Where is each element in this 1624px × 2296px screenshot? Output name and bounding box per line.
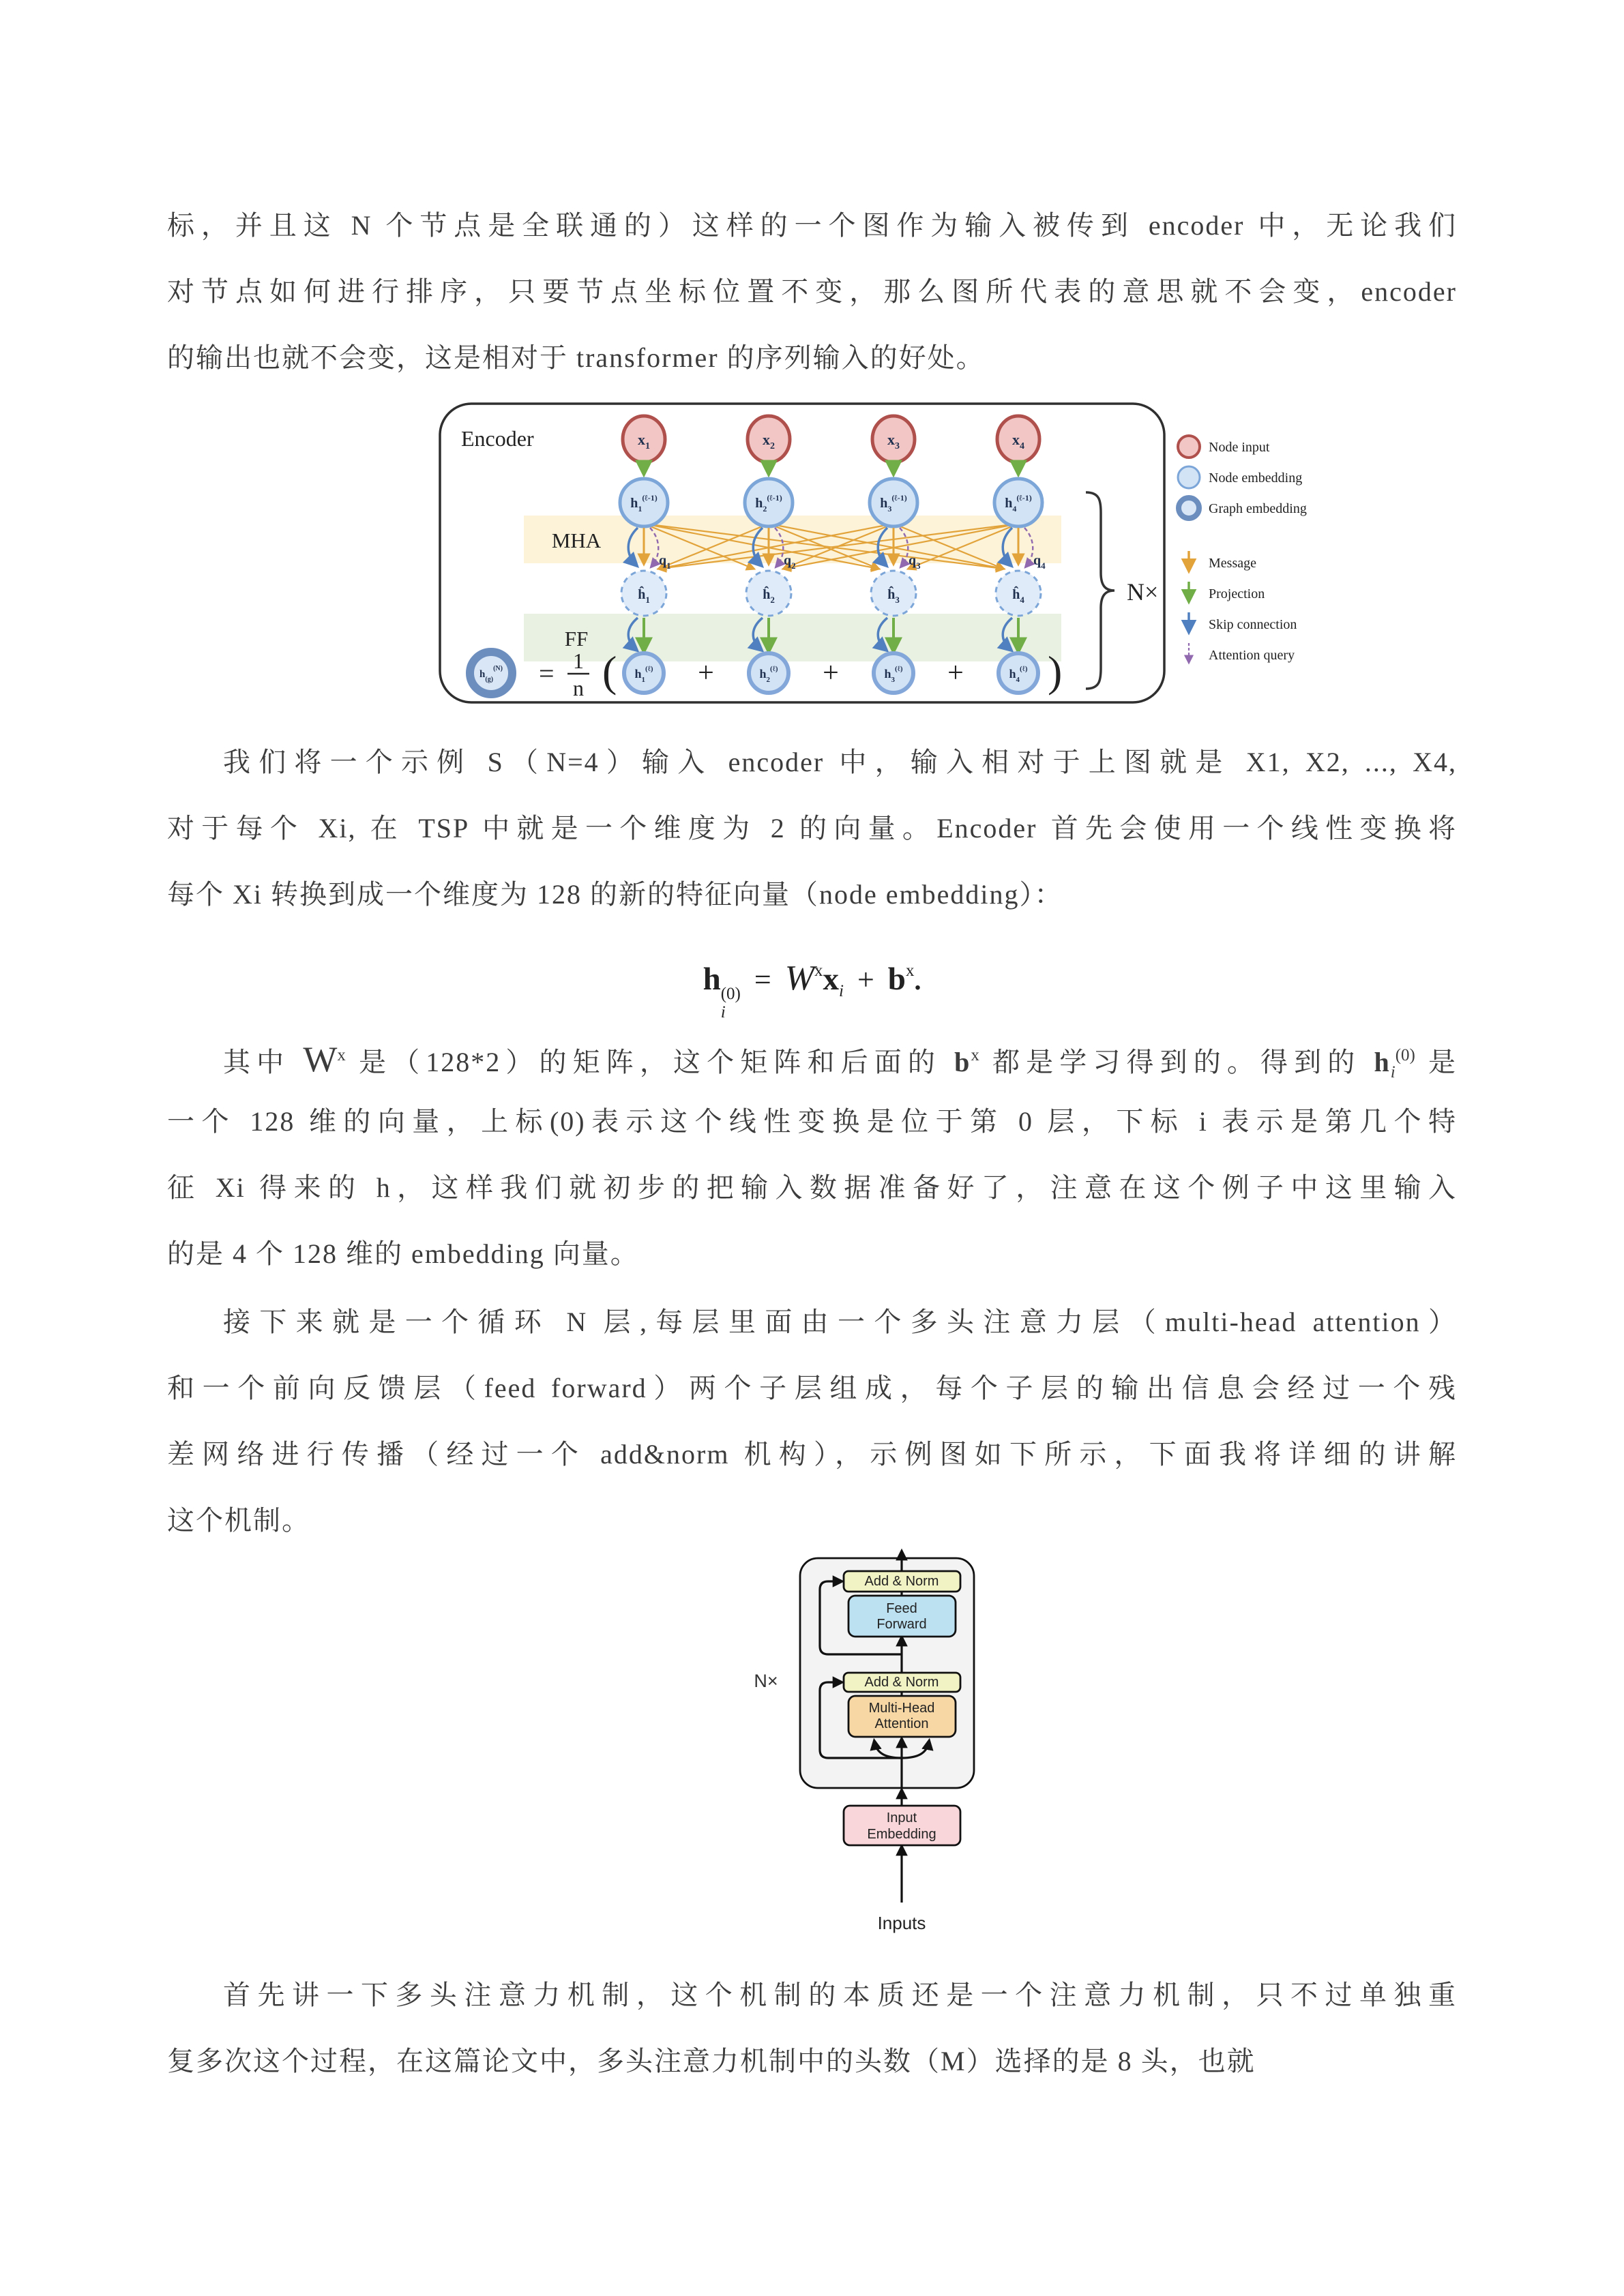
text-line: 每个 Xi 转换到成一个维度为 128 的新的特征向量（node embedding）： [167,879,1063,910]
feed-forward-label-1: Feed [886,1601,917,1616]
math-segment: 其中 [223,1047,304,1077]
input-embedding-label-2: Embedding [867,1827,936,1842]
graph-embedding-node [470,652,512,694]
encoder-figure [437,397,1323,711]
legend-graph-embedding-icon [1179,498,1199,518]
fraction-numerator: 1 [573,648,584,673]
open-paren: ( [602,647,617,696]
text-line [167,1022,1457,1088]
node-label: $x_4$ [1012,431,1024,451]
add-norm-2-label: Add & Norm [864,1675,939,1690]
input-embedding-label-1: Input [886,1810,917,1825]
node-label: $x_2$ [763,431,775,451]
node-label: $q_2$ [784,553,796,571]
node-label: $ĥ_2$ [763,587,775,605]
node-label: $h_3^{(\ell-1)}$ [880,493,907,513]
plus-sign: + [947,657,964,689]
node-label: $h_2^{(\ell-1)}$ [755,493,782,513]
node-label: $h_4^{(\ell)}$ [1009,665,1028,684]
ff-label: FF [564,627,589,651]
legend-label: Message [1209,556,1256,571]
node-embedding-equation [167,936,1457,1022]
math-segment: 是（128*2）的矩阵，这个矩阵和后面的 [345,1047,955,1077]
multi-head-label-2: Attention [874,1716,929,1731]
text-line: 的是 4 个 128 维的 embedding 向量。 [167,1238,639,1269]
feed-forward-label-2: Forward [876,1617,927,1632]
encoder-architecture-diagram [437,397,1323,711]
math-segment: x [971,1046,979,1064]
math-segment: i [1390,1063,1396,1082]
node-label: $h_3^{(\ell)}$ [884,665,903,684]
text-line: 我们将一个示例 S（N=4）输入 encoder 中，输入相对于上图就是 X1, X2, ..., X4, [223,747,1457,777]
node-embedding-3 [870,479,917,526]
close-paren: ) [1048,647,1063,696]
eq-W-sup: x [814,961,823,980]
eq-h-sup: (0) [720,985,741,1003]
text-line: 接下来就是一个循环 N 层,每层里面由一个多头注意力层（multi-head attention） [223,1307,1457,1337]
text-line: 标，并且这 N 个节点是全联通的）这样的一个图作为输入被传到 encoder 中，无论我们 [167,210,1457,241]
text-line: 这个机制。 [167,1505,310,1536]
node-label: $ĥ_3$ [887,587,900,605]
legend-label: Graph embedding [1209,501,1307,516]
node-label: $h_{(g)}^{(N)}$ [479,665,503,683]
legend-node-input-icon [1178,436,1200,458]
encoder-n-times: N× [1127,578,1159,606]
plus-sign: + [823,657,839,689]
text-line: 和一个前向反馈层（feed forward）两个子层组成，每个子层的输出信息会经过一个残 [167,1373,1457,1403]
node-label: $h_2^{(\ell)}$ [759,665,778,684]
plus-sign: + [698,657,714,689]
text-line: 对于每个 Xi, 在 TSP 中就是一个维度为 2 的向量。Encoder 首先会使用一个线性变换将 [167,813,1457,844]
legend-label: Skip connection [1209,617,1297,632]
n-times-label: N× [754,1671,778,1691]
eq-equals: = [754,963,771,996]
node-embedding-4 [994,479,1042,526]
eq-period: . [914,965,921,996]
paragraph-3 [167,1022,1457,1287]
mha-label: MHA [551,528,602,552]
node-output-2 [749,653,788,693]
node-label: $h_4^{(\ell-1)}$ [1005,493,1032,513]
node-output-1 [624,653,664,693]
text-line: 的输出也就不会变，这是相对于 transformer 的序列输入的好处。 [167,342,985,373]
eq-x: x [823,961,840,997]
multi-head-label-1: Multi-Head [868,1701,935,1716]
node-label: $x_3$ [887,431,900,451]
legend-node-embedding-icon [1178,466,1200,488]
eq-h-sub: i [720,1003,726,1022]
text-line: 首先讲一下多头注意力机制，这个机制的本质还是一个注意力机制，只不过单独重 [223,1980,1457,2010]
math-segment: 是 [1415,1047,1458,1077]
legend-label: Attention query [1209,648,1295,663]
node-label: $q_4$ [1033,553,1046,571]
node-output-4 [999,653,1038,693]
node-embedding-1 [620,479,668,526]
text-line: 差网络进行传播（经过一个 add&norm 机构），示例图如下所示，下面我将详细的讲解 [167,1439,1457,1470]
math-segment: (0) [1395,1046,1415,1064]
transformer-figure [716,1547,1023,1943]
node-label: $q_1$ [659,553,671,571]
fraction-denominator: n [573,676,584,700]
text-line: 复多次这个过程，在这篇论文中，多头注意力机制中的头数（M）选择的是 8 头，也就 [167,2046,1256,2076]
math-segment: W [303,1040,338,1079]
text-line: 对节点如何进行排序，只要节点坐标位置不变，那么图所代表的意思就不会变，encoder [167,276,1457,307]
eq-plus: + [857,963,874,996]
paragraph-4 [167,1289,1457,1553]
inputs-label: Inputs [877,1913,926,1933]
node-output-3 [874,653,913,693]
node-label: $ĥ_4$ [1012,587,1024,605]
node-label: $h_1^{(\ell)}$ [634,665,653,684]
paragraph-2 [167,729,1457,927]
legend-label: Node embedding [1209,471,1303,486]
equals-sign: = [539,658,555,689]
legend-label: Node input [1209,440,1270,455]
node-label: $x_1$ [638,431,650,451]
math-segment: h [1374,1047,1391,1077]
eq-h: h [703,961,721,997]
encoder-legend [1178,436,1307,663]
add-norm-1-label: Add & Norm [864,1574,939,1589]
paragraph-1 [167,192,1457,391]
legend-label: Projection [1209,586,1265,601]
transformer-encoder-block-diagram [716,1547,1023,1943]
eq-x-sub: i [839,982,844,1000]
math-segment: b [954,1047,971,1077]
node-embedding-2 [745,479,793,526]
encoder-title: Encoder [461,426,534,451]
eq-b: b [887,961,906,997]
node-label: $ĥ_1$ [638,587,650,605]
text-line: 一个 128 维的向量，上标(0)表示这个线性变换是位于第 0 层，下标 i 表示是第几个特 [167,1106,1457,1137]
math-segment: x [337,1046,346,1064]
node-label: $q_3$ [909,553,921,571]
text-line: 征 Xi 得来的 h，这样我们就初步的把输入数据准备好了，注意在这个例子中这里输入 [167,1172,1457,1203]
eq-b-sup: x [905,961,915,980]
paragraph-5 [167,1962,1457,2094]
node-label: $h_1^{(\ell-1)}$ [630,493,658,513]
eq-W: W [784,959,815,998]
eq-h-supsub [721,985,741,1022]
math-segment: 都是学习得到的。得到的 [979,1047,1374,1077]
